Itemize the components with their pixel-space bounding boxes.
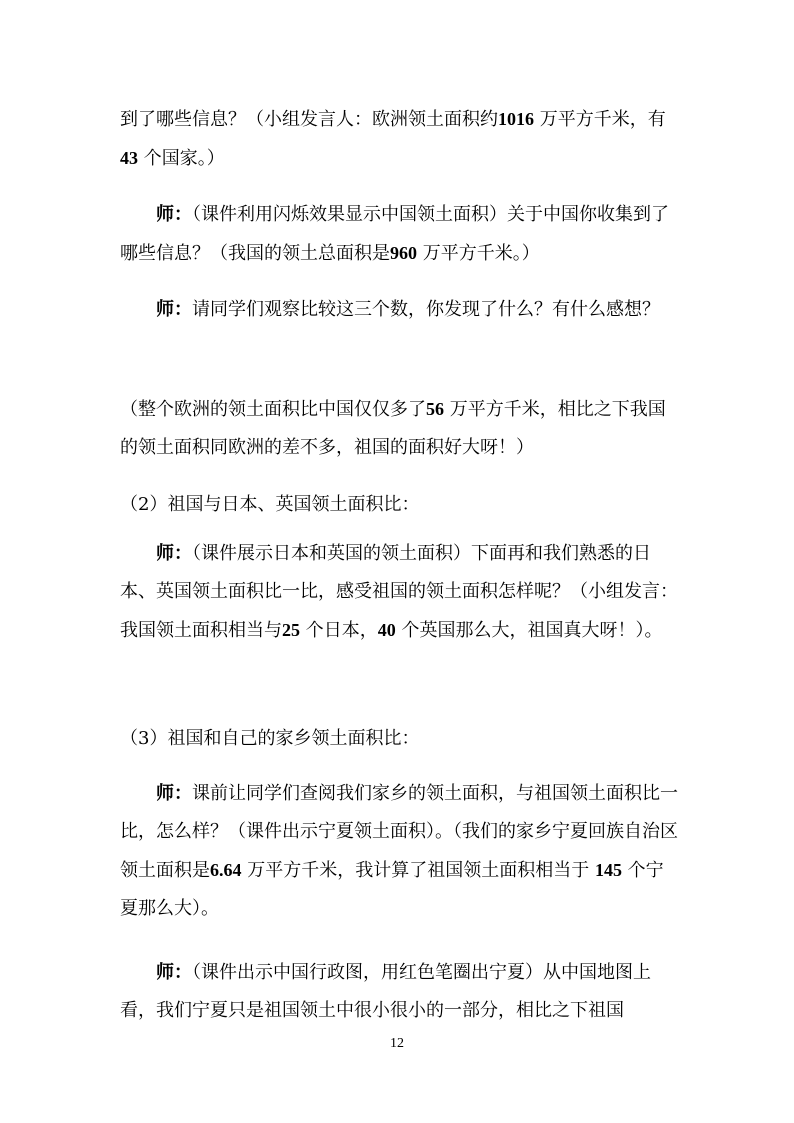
number-run: 25	[282, 620, 300, 640]
paragraph-china-area	[120, 196, 680, 273]
number-run: 6.64	[210, 860, 242, 880]
paragraph-compare-question	[120, 291, 680, 329]
number-run: 1016	[498, 109, 534, 129]
text-run: 到了哪些信息？（小组发言人：欧洲领土面积约	[120, 109, 498, 130]
text-run: 万平方千米，我计算了祖国领土面积相当于	[241, 860, 595, 881]
text-run: 万平方千米，有	[534, 109, 666, 130]
speaker-label: 师：	[156, 962, 192, 983]
text-run: 个日本，	[300, 620, 378, 641]
paragraph-ningxia	[120, 775, 680, 928]
section-heading-japan-uk	[120, 486, 680, 524]
text-run: 个宁夏那么大）。	[120, 860, 664, 919]
text-run: （课件展示日本和英国的领土面积）下面再和我们熟悉的日本、英国领土面积比一比，感受祖国的领土面积怎样呢？（小组发言：我国领土面积相当与	[120, 543, 678, 641]
paragraph-japan-uk	[120, 535, 680, 650]
speaker-label: 师：	[156, 543, 192, 564]
number-run: 960	[390, 243, 417, 263]
text-run: 个英国那么大，祖国真大呀！）。	[395, 620, 663, 641]
number-run: 43	[120, 148, 138, 168]
text-run: （3）祖国和自己的家乡领土面积比：	[120, 728, 420, 749]
page-number: 12	[390, 1036, 404, 1051]
section-heading-hometown	[120, 720, 680, 758]
paragraph-europe-compare	[120, 390, 680, 467]
text-run: （课件利用闪烁效果显示中国领土面积）关于中国你收集到了哪些信息？（我国的领土总面积是	[120, 204, 669, 264]
number-run: 56	[426, 399, 444, 419]
number-run: 145	[594, 860, 622, 880]
text-run: 万平方千米。）	[417, 243, 540, 264]
text-run: （2）祖国与日本、英国领土面积比：	[120, 494, 420, 515]
number-run: 40	[377, 620, 396, 640]
text-run: 课前让同学们查阅我们家乡的领土面积，与祖国领土面积比一比，怎么样？（课件出示宁夏领土面积）。（我们的家乡宁夏回族自治区领土面积是	[120, 783, 678, 881]
speaker-label: 师：	[156, 299, 192, 320]
text-run: 个国家。）	[138, 148, 225, 169]
paragraph-map-ningxia	[120, 954, 680, 1030]
text-run: 万平方千米，相比之下我国的领土面积同欧洲的差不多，祖国的面积好大呀！）	[120, 399, 666, 458]
paragraph-europe-info	[120, 100, 680, 178]
text-run: （课件出示中国行政图，用红色笔圈出宁夏）从中国地图上看，我们宁夏只是祖国领土中很小很小的一部分，相比之下祖国	[120, 962, 651, 1021]
speaker-label: 师：	[156, 204, 192, 225]
text-run: （整个欧洲的领土面积比中国仅仅多了	[120, 399, 426, 420]
speaker-label: 师：	[156, 783, 192, 804]
text-run: 请同学们观察比较这三个数，你发现了什么？有什么感想？	[192, 299, 660, 320]
